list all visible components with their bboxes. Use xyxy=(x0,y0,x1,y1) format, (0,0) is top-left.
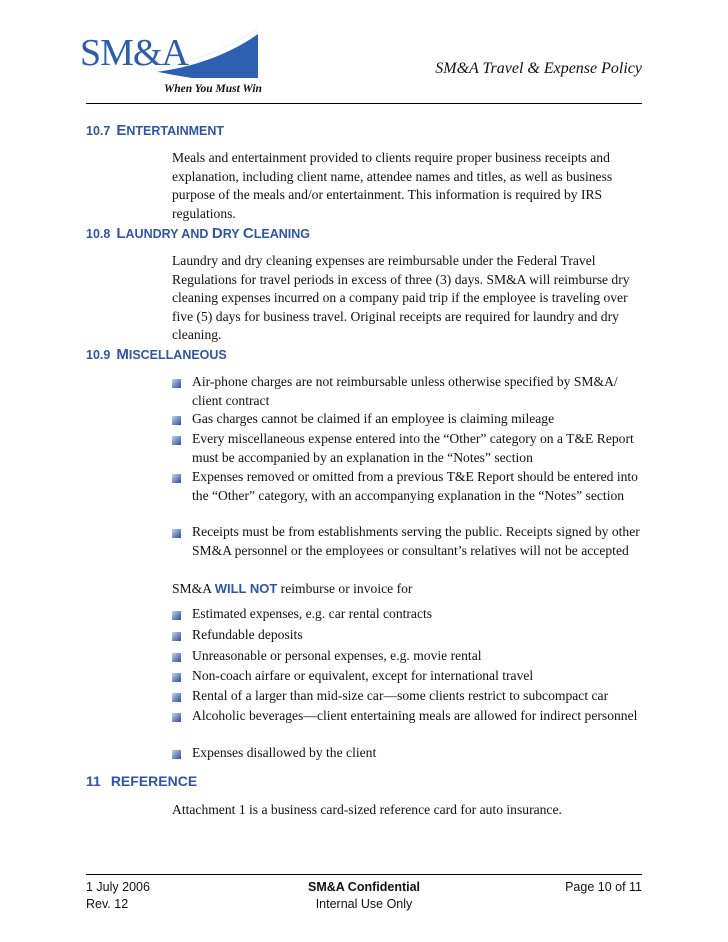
logo-tagline: When You Must Win xyxy=(164,83,262,95)
company-logo xyxy=(80,26,260,100)
bullet-square-icon xyxy=(172,693,181,702)
logo-text: SM&A xyxy=(80,32,188,74)
bullet-square-icon xyxy=(172,416,181,425)
will-not-emphasis: WILL NOT xyxy=(214,581,278,596)
document-title: SM&A Travel & Expense Policy xyxy=(435,60,642,77)
bullet-square-icon xyxy=(172,713,181,722)
section-number: 10.8 xyxy=(86,227,111,241)
section-heading-10-9: 10.9 MISCELLANEOUS xyxy=(86,346,227,363)
bullet-square-icon xyxy=(172,379,181,388)
will-not-intro: SM&A WILL NOT reimburse or invoice for xyxy=(172,581,413,596)
section-heading-10-7: 10.7 ENTERTAINMENT xyxy=(86,122,225,139)
bullet-square-icon xyxy=(172,529,181,538)
reference-paragraph: Attachment 1 is a business card-sized reference card for auto insurance. xyxy=(172,802,562,817)
section-number: 10.9 xyxy=(86,348,111,362)
bullet-square-icon xyxy=(172,750,181,759)
bullet-square-icon xyxy=(172,632,181,641)
footer-rule xyxy=(86,874,642,875)
laundry-paragraph: Laundry and dry cleaning expenses are reimbursable under the Federal Travel Regulations for travel periods in excess of three (3) days. SM&A will reimburse dry cleaning expenses incurred on a company paid trip if the employee is traveling over five (5) days for business travel. Original receipts are required for laundry and dry cleaning. xyxy=(172,253,630,342)
bullet-square-icon xyxy=(172,653,181,662)
footer-date: 1 July 2006 xyxy=(86,880,150,894)
header-rule xyxy=(86,103,642,104)
footer-internal: Internal Use Only xyxy=(315,897,413,911)
section-number: 10.7 xyxy=(86,124,111,138)
bullet-square-icon xyxy=(172,673,181,682)
bullet-square-icon xyxy=(172,611,181,620)
section-heading-11: 11 REFERENCE xyxy=(86,773,198,789)
section-number: 11 xyxy=(86,773,101,789)
footer-confidential: SM&A Confidential xyxy=(307,880,421,894)
section-heading-10-8: 10.8 LAUNDRY AND DRY CLEANING xyxy=(86,225,310,242)
footer-revision: Rev. 12 xyxy=(86,897,129,911)
footer-page-number: Page 10 of 11 xyxy=(565,880,642,894)
bullet-square-icon xyxy=(172,436,181,445)
bullet-square-icon xyxy=(172,474,181,483)
entertainment-paragraph: Meals and entertainment provided to clients require proper business receipts and explanation, including client name, attendee names and titles, as well as business purpose of the meals and/or entertainment. This information is required by IRS regulations. xyxy=(172,150,613,221)
